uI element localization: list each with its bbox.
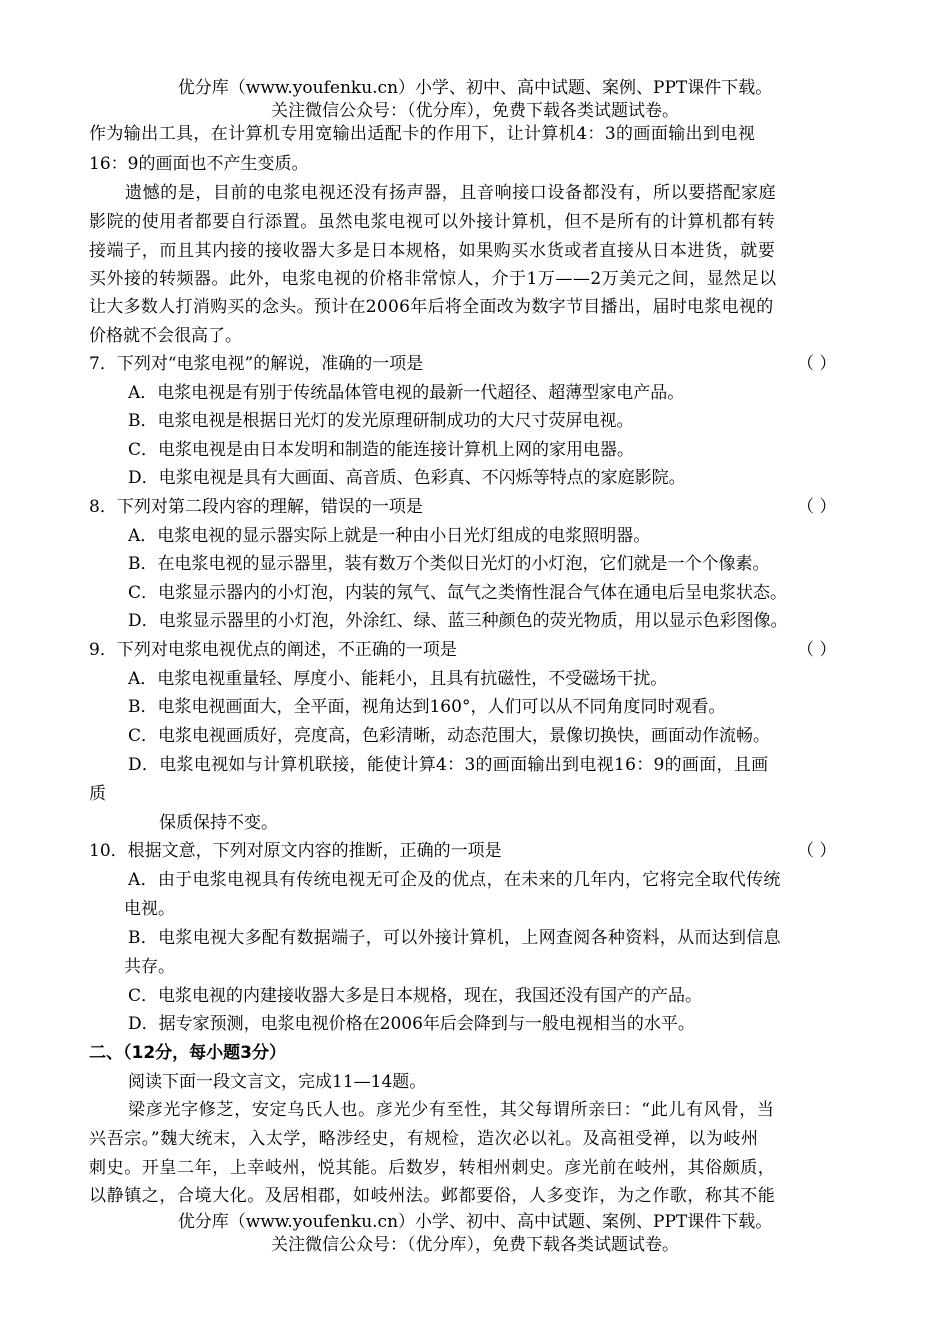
passage-line: 买外接的转频器。此外，电浆电视的价格非常惊人，介于1万——2万美元之间，显然足以 bbox=[89, 269, 777, 289]
question-10-option-b-wrap: 共存。 bbox=[124, 957, 175, 977]
question-7-option-b: B．电浆电视是根据日光灯的发光原理研制成功的大尺寸荧屏电视。 bbox=[128, 411, 634, 431]
question-10-option-b: B．电浆电视大多配有数据端子，可以外接计算机，上网查阅各种资料，从而达到信息 bbox=[128, 928, 781, 948]
question-8-option-b: B．在电浆电视的显示器里，装有数万个类似日光灯的小灯泡，它们就是一个个像素。 bbox=[128, 554, 770, 574]
section-heading: 二、（12分，每小题3分） bbox=[89, 1043, 286, 1063]
passage-line: 16：9的画面也不产生变质。 bbox=[89, 154, 309, 174]
question-10-stem: 10．根据文意，下列对原文内容的推断，正确的一项是 bbox=[89, 841, 502, 861]
passage-line: 遗憾的是，目前的电浆电视还没有扬声器，且音响接口设备都没有，所以要搭配家庭 bbox=[125, 183, 777, 203]
passage-line: 接端子，而且其内接的接收器大多是日本规格，如果购买水货或者直接从日本进货，就要 bbox=[89, 241, 776, 261]
passage-line: 价格就不会很高了。 bbox=[89, 326, 242, 346]
question-9-option-d: D．电浆电视如与计算机联接，能使计算4：3的画面输出到电视16：9的画面，且画 bbox=[128, 755, 769, 775]
header-line-1: 优分库（www.youfenku.cn）小学、初中、高中试题、案例、PPT课件下载。 bbox=[177, 78, 773, 98]
answer-bracket: （ ） bbox=[797, 354, 837, 374]
question-9-option-c: C．电浆电视画质好，亮度高，色彩清晰，动态范围大，景像切换快，画面动作流畅。 bbox=[128, 726, 771, 746]
classical-text-line: 刺史。开皇二年，上幸岐州，悦其能。后数岁，转相州刺史。彦光前在岐州，其俗颇质， bbox=[89, 1158, 776, 1178]
answer-bracket: （ ） bbox=[797, 497, 837, 517]
question-9-option-b: B．电浆电视画面大，全平面，视角达到160°，人们可以从不同角度同时观看。 bbox=[128, 697, 726, 717]
question-10-option-d: D．据专家预测，电浆电视价格在2006年后会降到与一般电视相当的水平。 bbox=[128, 1014, 695, 1034]
question-8-stem: 8．下列对第二段内容的理解，错误的一项是 bbox=[89, 497, 423, 517]
passage-line: 作为输出工具，在计算机专用宽输出适配卡的作用下，让计算机4：3的画面输出到电视 bbox=[89, 124, 756, 144]
question-7-stem: 7．下列对“电浆电视”的解说，准确的一项是 bbox=[89, 354, 424, 374]
question-7-option-c: C．电浆电视是由日本发明和制造的能连接计算机上网的家用电器。 bbox=[128, 440, 635, 460]
section-instruction: 阅读下面一段文言文，完成11—14题。 bbox=[128, 1072, 427, 1092]
question-10-option-a-wrap: 电视。 bbox=[124, 899, 175, 919]
question-7-option-a: A．电浆电视是有别于传统晶体管电视的最新一代超径、超薄型家电产品。 bbox=[128, 383, 685, 403]
question-10-option-c: C．电浆电视的内建接收器大多是日本规格，现在，我国还没有国产的产品。 bbox=[128, 986, 703, 1006]
passage-line: 让大多数人打消购买的念头。预计在2006年后将全面改为数字节目播出，届时电浆电视的 bbox=[89, 297, 774, 317]
question-9-stem: 9．下列对电浆电视优点的阐述，不正确的一项是 bbox=[89, 640, 457, 660]
question-9-option-a: A．电浆电视重量轻、厚度小、能耗小，且具有抗磁性，不受磁场干扰。 bbox=[128, 669, 668, 689]
question-8-option-d: D．电浆显示器里的小灯泡，外涂红、绿、蓝三种颜色的荧光物质，用以显示色彩图像。 bbox=[128, 611, 788, 631]
question-8-option-c: C．电浆显示器内的小灯泡，内装的氖气、氙气之类惰性混合气体在通电后呈电浆状态。 bbox=[128, 583, 788, 603]
answer-bracket: （ ） bbox=[797, 841, 837, 861]
passage-line: 影院的使用者都要自行添置。虽然电浆电视可以外接计算机，但不是所有的计算机都有转 bbox=[89, 212, 776, 232]
footer-line-1: 优分库（www.youfenku.cn）小学、初中、高中试题、案例、PPT课件下载。 bbox=[177, 1212, 773, 1232]
classical-text-line: 以静镇之，合境大化。及居相郡，如岐州法。邺都要俗，人多变诈，为之作歌，称其不能 bbox=[89, 1186, 776, 1206]
question-7-option-d: D．电浆电视是具有大画面、高音质、色彩真、不闪烁等特点的家庭影院。 bbox=[128, 468, 686, 488]
classical-text-line: 兴吾宗。”魏大统末，入太学，略涉经史，有规检，造次必以礼。及高祖受禅，以为岐州 bbox=[89, 1129, 759, 1149]
question-8-option-a: A．电浆电视的显示器实际上就是一种由小日光灯组成的电浆照明器。 bbox=[128, 526, 651, 546]
classical-text-line: 梁彦光字修芝，安定乌氏人也。彦光少有至性，其父每谓所亲曰：“此儿有风骨，当 bbox=[128, 1100, 775, 1120]
answer-bracket: （ ） bbox=[797, 640, 837, 660]
question-10-option-a: A．由于电浆电视具有传统电视无可企及的优点，在未来的几年内，它将完全取代传统 bbox=[128, 870, 781, 890]
header-line-2: 关注微信公众号：（优分库），免费下载各类试题试卷。 bbox=[271, 101, 679, 121]
question-9-option-d-wrap: 质 bbox=[89, 784, 106, 804]
footer-line-2: 关注微信公众号：（优分库），免费下载各类试题试卷。 bbox=[271, 1235, 679, 1255]
question-9-option-d-wrap: 保质保持不变。 bbox=[159, 813, 278, 833]
